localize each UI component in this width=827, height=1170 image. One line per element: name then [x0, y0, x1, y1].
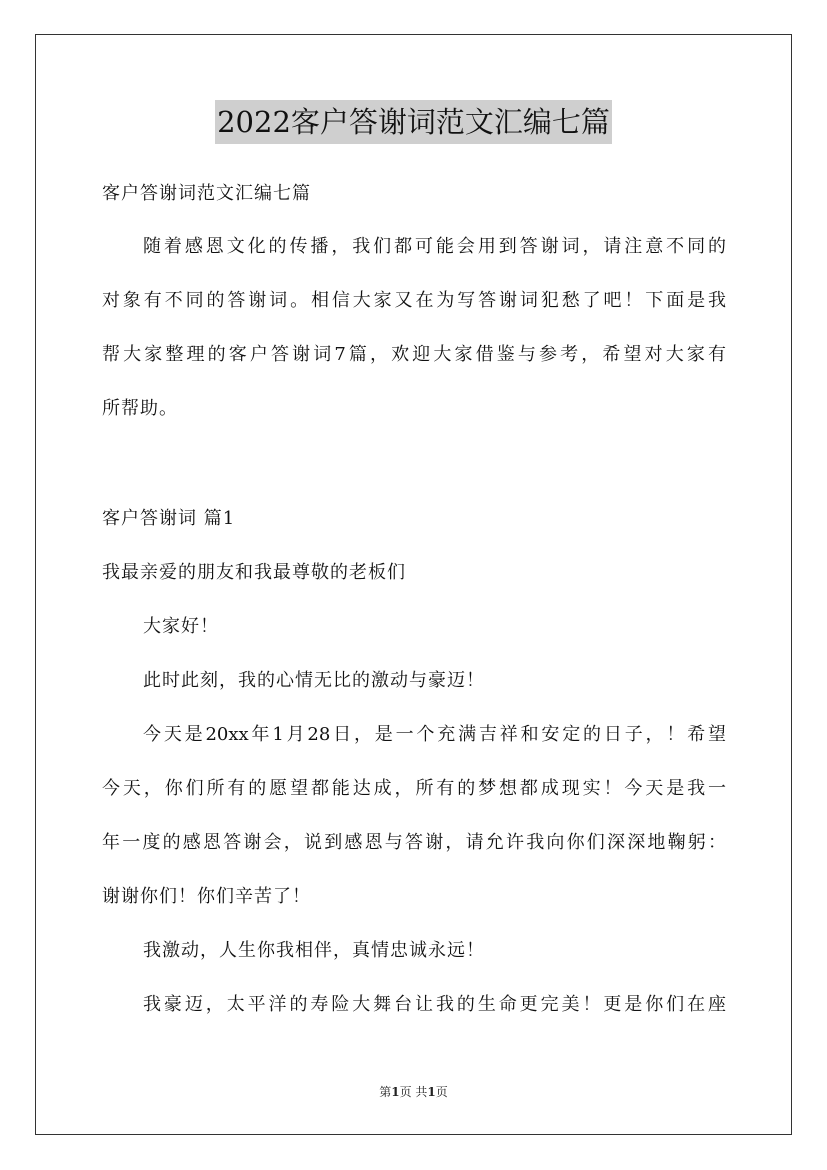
- document-title: 2022客户答谢词范文汇编七篇: [215, 100, 612, 144]
- footer-page-suffix: 页: [435, 1085, 448, 1099]
- chapter-heading: 客户答谢词 篇1: [102, 508, 236, 529]
- paragraph-line: 年一度的感恩答谢会，说到感恩与答谢，请允许我向你们深深地鞠躬：: [102, 832, 726, 853]
- footer-page-mid: 页 共: [399, 1085, 428, 1099]
- footer-page-prefix: 第: [379, 1085, 392, 1099]
- section-heading: 客户答谢词范文汇编七篇: [102, 183, 311, 204]
- paragraph-line: 对象有不同的答谢词。相信大家又在为写答谢词犯愁了吧！下面是我: [102, 290, 726, 311]
- paragraph-line: 所帮助。: [102, 398, 178, 419]
- paragraph-line: 此时此刻，我的心情无比的激动与豪迈！: [143, 670, 485, 691]
- paragraph-line: 帮大家整理的客户答谢词7篇，欢迎大家借鉴与参考，希望对大家有: [102, 344, 726, 365]
- paragraph-line: 我豪迈，太平洋的寿险大舞台让我的生命更完美！更是你们在座: [143, 994, 726, 1015]
- page-footer: [0, 1083, 827, 1101]
- paragraph-line: 谢谢你们！你们辛苦了！: [102, 886, 311, 907]
- paragraph-line: 随着感恩文化的传播，我们都可能会用到答谢词，请注意不同的: [143, 236, 726, 257]
- paragraph-line: 今天，你们所有的愿望都能达成，所有的梦想都成现实！今天是我一: [102, 778, 726, 799]
- paragraph-line: 大家好！: [143, 616, 219, 637]
- paragraph-line: 今天是20xx年1月28日，是一个充满吉祥和安定的日子，！希望: [143, 724, 726, 745]
- paragraph-line: 我激动，人生你我相伴，真情忠诚永远！: [143, 940, 485, 961]
- footer-page-current: 1: [391, 1085, 400, 1099]
- footer-page-total: 1: [427, 1085, 436, 1099]
- title-container: [0, 100, 827, 144]
- salutation: 我最亲爱的朋友和我最尊敬的老板们: [102, 562, 406, 583]
